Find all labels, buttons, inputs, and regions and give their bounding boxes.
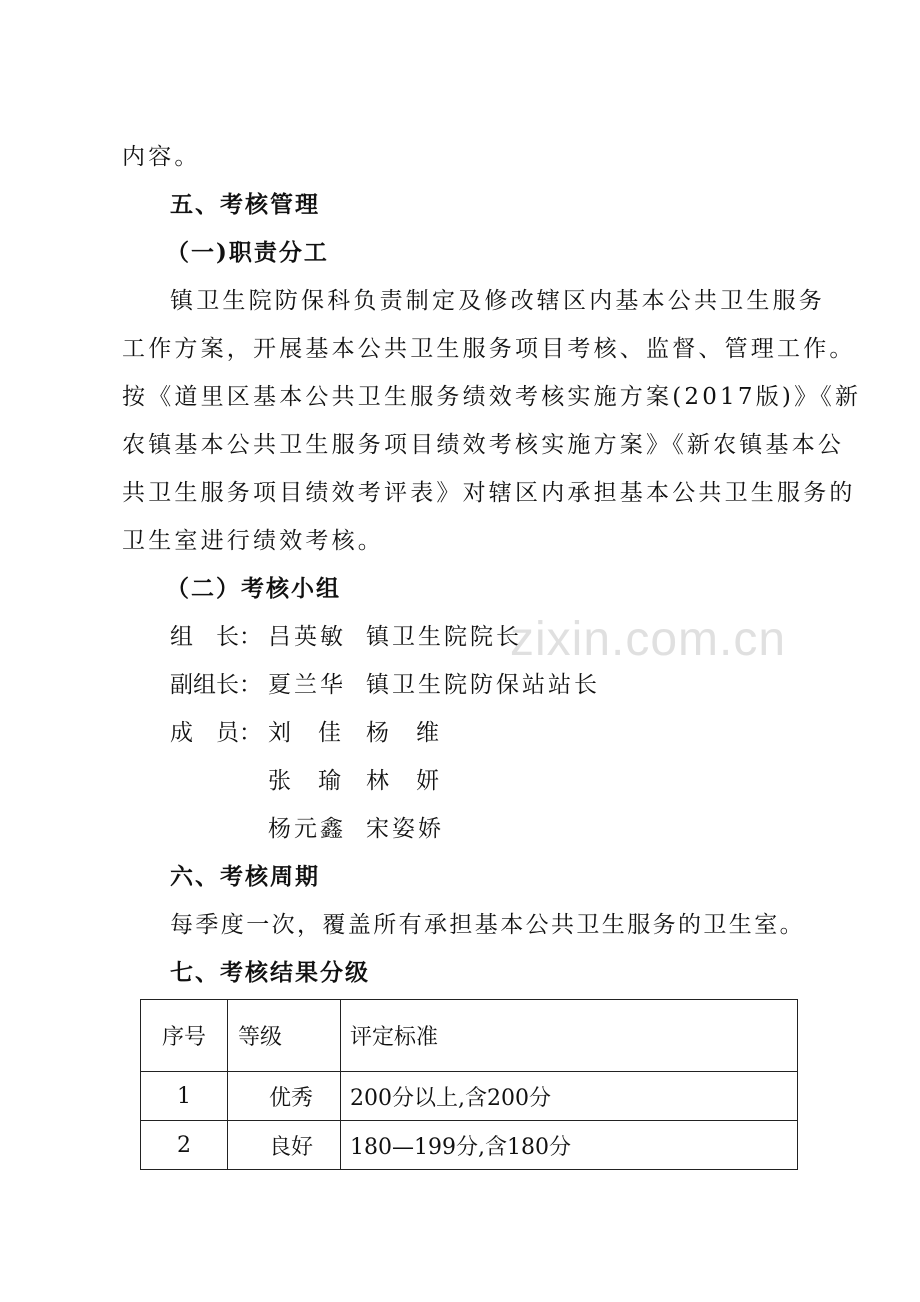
table-header-row — [141, 1000, 798, 1072]
table-cell: 优秀 — [228, 1072, 341, 1121]
section-6-heading: 六、考核周期 — [170, 863, 320, 890]
member-name: 杨 维 — [366, 720, 441, 746]
header-cell: 序号 — [141, 1000, 228, 1072]
section-6-text: 每季度一次，覆盖所有承担基本公共卫生服务的卫生室。 — [170, 912, 805, 938]
table-row — [141, 1072, 798, 1121]
paragraph-line: 卫生室进行绩效考核。 — [122, 528, 384, 554]
section-5-2-heading: （二）考核小组 — [166, 575, 341, 602]
table-cell: 1 — [141, 1072, 228, 1121]
deputy-title: 镇卫生院防保站站长 — [366, 672, 600, 698]
grading-table — [140, 999, 798, 1170]
paragraph-line: 镇卫生院防保科负责制定及修改辖区内基本公共卫生服务 — [170, 288, 825, 314]
paragraph-line: 共卫生服务项目绩效考评表》对辖区内承担基本公共卫生服务的 — [122, 480, 856, 506]
table-cell: 良好 — [228, 1121, 341, 1170]
member-name: 杨元鑫 — [268, 816, 346, 842]
leader-title: 镇卫生院院长 — [366, 624, 522, 650]
member-name: 刘 佳 — [268, 720, 343, 746]
section-7-heading: 七、考核结果分级 — [170, 959, 370, 986]
paragraph-line: 工作方案，开展基本公共卫生服务项目考核、监督、管理工作。 — [122, 336, 856, 362]
section-5-heading: 五、考核管理 — [170, 191, 320, 218]
intro-tail-text: 内容。 — [122, 144, 201, 170]
table-cell: 180—199分,含180分 — [341, 1121, 798, 1170]
deputy-label: 副组长： — [170, 672, 262, 698]
members-label: 成 员： — [170, 720, 262, 746]
member-name: 宋姿娇 — [366, 816, 444, 842]
header-cell: 等级 — [228, 1000, 341, 1072]
header-cell: 评定标准 — [341, 1000, 798, 1072]
table-cell: 2 — [141, 1121, 228, 1170]
table-row — [141, 1121, 798, 1170]
watermark: zixin.com.cn — [510, 613, 787, 666]
member-name: 林 妍 — [366, 768, 441, 794]
paragraph-line: 按《道里区基本公共卫生服务绩效考核实施方案(2017版)》《新 — [122, 384, 862, 410]
table-cell: 200分以上,含200分 — [341, 1072, 798, 1121]
section-5-1-heading: （一)职责分工 — [166, 239, 329, 266]
deputy-name: 夏兰华 — [268, 672, 346, 698]
member-name: 张 瑜 — [268, 768, 343, 794]
paragraph-line: 农镇基本公共卫生服务项目绩效考核实施方案》《新农镇基本公 — [122, 432, 845, 458]
leader-label: 组 长： — [170, 624, 262, 650]
leader-name: 吕英敏 — [268, 624, 346, 650]
